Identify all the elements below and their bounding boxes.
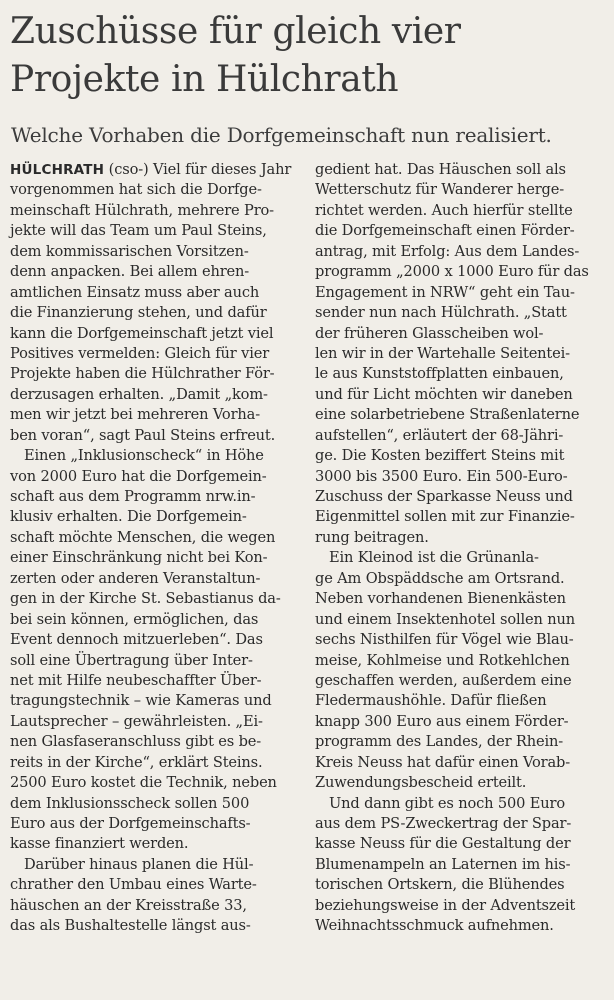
text-line: der früheren Glasscheiben wol- [315,324,544,342]
text-line: von 2000 Euro hat die Dorfgemein- [10,467,267,485]
text-line: kasse finanziert werden. [10,835,189,853]
text-line: Zuschuss der Sparkasse Neuss und [315,488,573,505]
text-line: aufstellen“, erläutert der 68-Jähri- [315,426,564,444]
text-line: Zuwendungsbescheid erteilt. [315,774,527,792]
text-line: und für Licht möchten wir daneben [315,385,573,403]
text-line: aus dem PS-Zweckertrag der Spar- [315,815,572,832]
text-line: meinschaft Hülchrath, mehrere Pro- [10,201,274,219]
text-line: denn anpacken. Bei allem ehren- [10,263,250,281]
text-line: torischen Ortskern, die Blühendes [315,876,565,894]
text-line: Wetterschutz für Wanderer herge- [315,181,565,199]
headline-line-2: Projekte in Hülchrath [10,59,399,100]
dateline: HÜLCHRATH [10,162,105,178]
text-line: eine solarbetriebene Straßenlaterne [315,406,580,424]
text-line: die Dorfgemeinschaft einen Förder- [315,222,575,240]
text-line: Eigenmittel sollen mit zur Finanzie- [315,508,575,526]
text-line: soll eine Übertragung über Inter- [10,651,253,669]
text-line: kasse Neuss für die Gestaltung der [315,835,571,853]
text-line: programm des Landes, der Rhein- [315,733,564,751]
text-line: ben voran“, sagt Paul Steins erfreut. [10,426,276,444]
text-line: das als Bushaltestelle längst aus- [10,917,251,935]
text-line: beziehungsweise in der Adventszeit [315,896,576,914]
text-line: dem Inklusionsscheck sollen 500 [10,794,250,812]
text-line: Kreis Neuss hat dafür einen Vorab- [315,753,571,771]
headline-line-1: Zuschüsse für gleich vier [10,11,461,52]
text-line: Ein Kleinod ist die Grünanla- [329,549,539,567]
text-line: 3000 bis 3500 Euro. Ein 500-Euro- [315,467,568,485]
text-line: und einem Insektenhotel sollen nun [315,610,576,628]
text-line: geschaffen werden, außerdem eine [315,671,572,689]
text-line: tragungstechnik – wie Kameras und [10,692,272,710]
text-line: häuschen an der Kreisstraße 33, [10,896,247,914]
text-line: knapp 300 Euro aus einem Förder- [315,712,569,730]
subtitle: Welche Vorhaben die Dorfgemeinschaft nun realisiert. [11,123,552,147]
text-line: Neben vorhandenen Bienenkästen [315,590,566,608]
text-line: Weihnachtsschmuck aufnehmen. [315,917,554,935]
text-line: le aus Kunststoffplatten einbauen, [315,365,564,383]
text-line: men wir jetzt bei mehreren Vorha- [10,406,260,424]
text-line: rung beitragen. [315,528,429,546]
text-line: Lautsprecher – gewährleisten. „Ei- [10,712,263,730]
text-line: amtlichen Einsatz muss aber auch [10,283,260,301]
text-line: Projekte haben die Hülchrather För- [10,365,275,383]
text-line: derzusagen erhalten. „Damit „kom- [10,385,268,403]
text-line: ge Am Obspäddsche am Ortsrand. [315,569,565,587]
text-line: Und dann gibt es noch 500 Euro [329,794,565,812]
text-line: antrag, mit Erfolg: Aus dem Landes- [315,242,580,260]
text-line: Positives vermelden: Gleich für vier [10,344,270,362]
text-line: dem kommissarischen Vorsitzen- [10,242,249,260]
text-line: einer Einschränkung nicht bei Kon- [10,549,268,567]
text-line: die Finanzierung stehen, und dafür [10,304,267,322]
text-line [10,160,304,180]
text-line: ge. Die Kosten beziffert Steins mit [315,447,565,465]
article-column-right [315,160,611,937]
text-line: richtet werden. Auch hierfür stellte [315,201,573,219]
text-line: Event dennoch mitzuerleben“. Das [10,631,263,649]
headline [10,8,610,104]
text-line: bei sein können, ermöglichen, das [10,610,259,628]
text-line: jekte will das Team um Paul Steins, [10,222,267,240]
text-line: Euro aus der Dorfgemeinschafts- [10,815,251,832]
text-line: vorgenommen hat sich die Dorfge- [10,181,262,199]
text-line: meise, Kohlmeise und Rotkehlchen [315,651,570,669]
text-line: klusiv erhalten. Die Dorfgemein- [10,508,247,526]
text-line: Fledermaushöhle. Dafür fließen [315,692,547,710]
text-line: Darüber hinaus planen die Hül- [24,855,254,873]
text-line: Einen „Inklusionscheck“ in Höhe [24,447,264,465]
text-line: gen in der Kirche St. Sebastianus da- [10,590,281,608]
text-line: nen Glasfaseranschluss gibt es be- [10,733,262,751]
text-line: schaft aus dem Programm nrw.in- [10,488,256,505]
text-line: sender nun nach Hülchrath. „Statt [315,304,567,322]
dateline-text: (cso-) Viel für dieses Jahr [104,161,292,178]
text-line: schaft möchte Menschen, die wegen [10,528,276,546]
text-line: sechs Nisthilfen für Vögel wie Blau- [315,631,574,649]
text-line: chrather den Umbau eines Warte- [10,876,257,894]
text-line: zerten oder anderen Veranstaltun- [10,569,261,587]
text-line: len wir in der Wartehalle Seitentei- [315,344,570,362]
text-line: kann die Dorfgemeinschaft jetzt viel [10,324,274,342]
text-line: programm „2000 x 1000 Euro für das [315,263,589,281]
article-column-left [10,160,304,937]
text-line: Engagement in NRW“ geht ein Tau- [315,283,575,301]
text-line: net mit Hilfe neubeschaffter Über- [10,671,262,689]
text-line: 2500 Euro kostet die Technik, neben [10,774,277,792]
text-line: Blumenampeln an Laternen im his- [315,855,571,873]
text-line: reits in der Kirche“, erklärt Steins. [10,753,263,771]
text-line: gedient hat. Das Häuschen soll als [315,161,566,178]
